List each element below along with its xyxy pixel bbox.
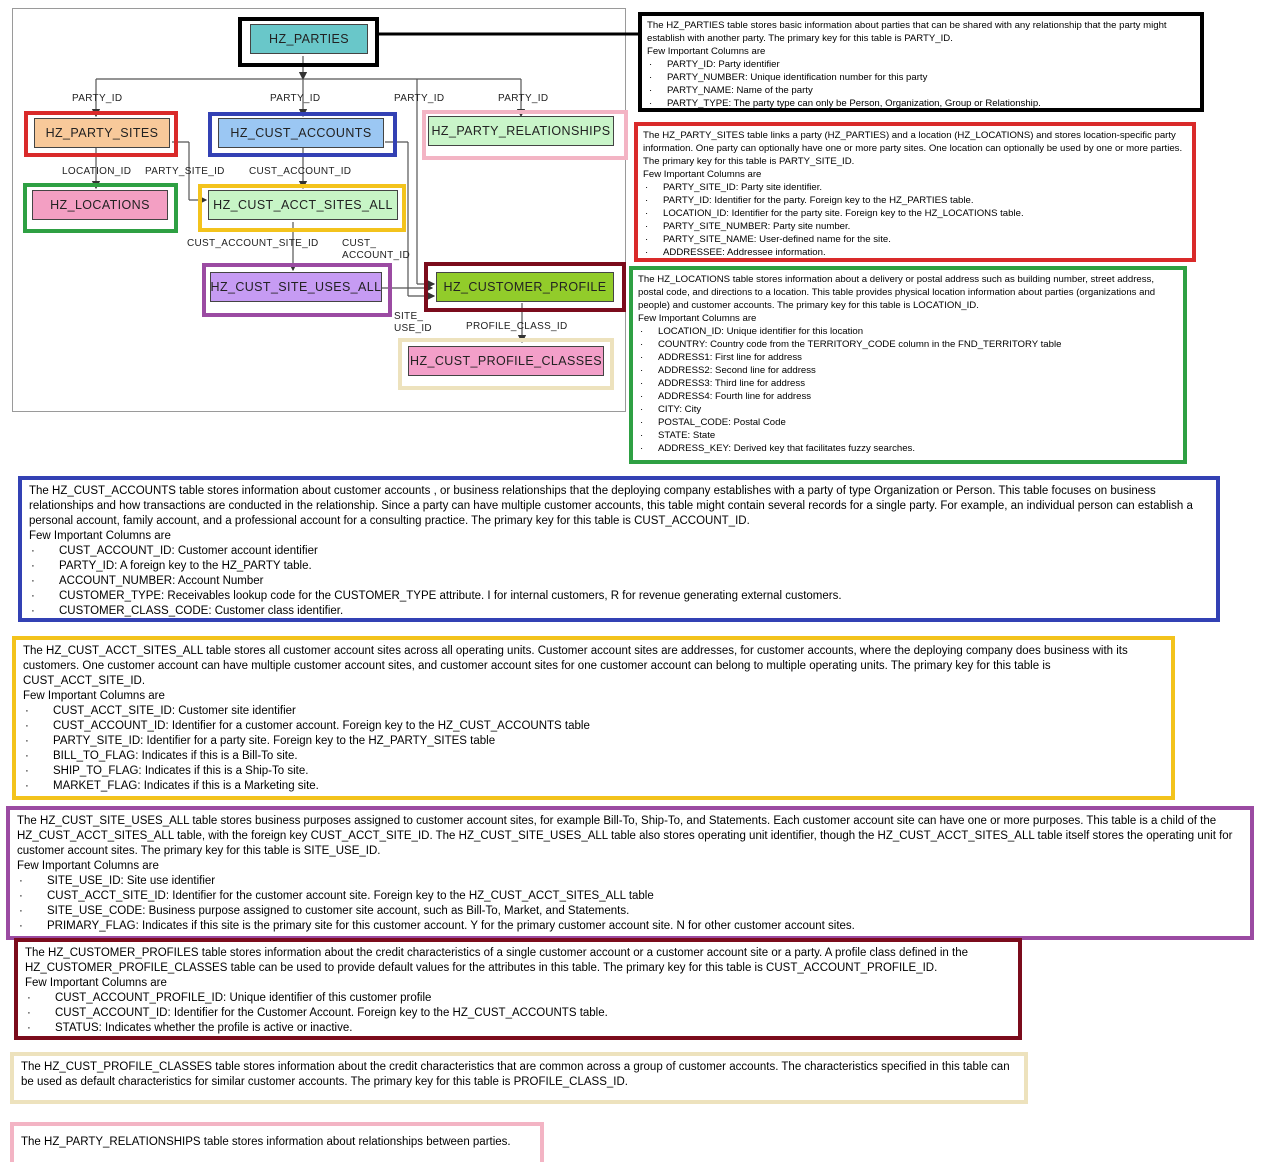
label-party-id: PARTY_ID	[394, 93, 445, 104]
column-item: · ADDRESSEE: Addressee information.	[643, 246, 1187, 259]
column-item: · ADDRESS_KEY: Derived key that facilitates fuzzy searches.	[638, 442, 1178, 455]
desc-columns-heading: Few Important Columns are	[25, 977, 167, 989]
column-item: · PARTY_ID: Party identifier	[647, 58, 1195, 71]
highlight-hz-cust-profile-classes	[398, 338, 614, 390]
desc-intro: The HZ_CUST_PROFILE_CLASSES table stores information about the credit characteristics that are common across a group of customer accounts. The characteristics specified in this table can be used as default characteristics for similar customer accounts. The primary key for this table is PROFILE_CLASS_ID.	[21, 1061, 1010, 1088]
column-item: · ADDRESS2: Second line for address	[638, 364, 1178, 377]
column-item: · CUST_ACCOUNT_ID: Customer account identifier	[29, 544, 1209, 559]
desc-hz-customer-profiles	[14, 938, 1022, 1040]
desc-hz-cust-profile-classes	[10, 1052, 1028, 1104]
label-profile-class-id: PROFILE_CLASS_ID	[466, 321, 568, 332]
desc-intro: The HZ_PARTY_RELATIONSHIPS table stores information about relationships between parties.	[21, 1136, 511, 1148]
table-hz-party-sites: HZ_PARTY_SITES	[34, 118, 170, 148]
desc-intro: The HZ_CUST_ACCT_SITES_ALL table stores all customer account sites across all operating units. Customer account sites are addresses, for customer accounts, where the deploying company does business with its customers. One customer account can have multiple customer account sites, and customer account sites for one customer account can belong to multiple operating units. The primary key for this table is CUST_ACCT_SITE_ID.	[23, 645, 1128, 687]
column-item: · CUSTOMER_TYPE: Receivables lookup code for the CUSTOMER_TYPE attribute. I for internal customers, R for revenue generating external customers.	[29, 589, 1209, 604]
label-site-use-id: USE_ID	[394, 323, 432, 334]
column-item: · SHIP_TO_FLAG: Indicates if this is a Ship-To site.	[23, 764, 1164, 779]
column-item: · ACCOUNT_NUMBER: Account Number	[29, 574, 1209, 589]
highlight-hz-parties	[238, 17, 379, 67]
column-item: · ADDRESS4: Fourth line for address	[638, 390, 1178, 403]
table-hz-parties: HZ_PARTIES	[250, 24, 368, 54]
column-item: · BILL_TO_FLAG: Indicates if this is a Bill-To site.	[23, 749, 1164, 764]
highlight-hz-party-sites	[24, 111, 178, 157]
highlight-hz-locations	[23, 183, 178, 233]
label-cust-account-id-2: ACCOUNT_ID	[342, 250, 411, 261]
desc-columns-heading: Few Important Columns are	[29, 530, 171, 542]
column-item: · CUST_ACCOUNT_ID: Identifier for a customer account. Foreign key to the HZ_CUST_ACCOUNTS table	[23, 719, 1164, 734]
label-party-site-id: PARTY_SITE_ID	[145, 166, 225, 177]
column-item: · PARTY_SITE_ID: Identifier for a party site. Foreign key to the HZ_PARTY_SITES table	[23, 734, 1164, 749]
label-cust-account-site-id: CUST_ACCOUNT_SITE_ID	[187, 238, 319, 249]
desc-intro: The HZ_LOCATIONS table stores information about a delivery or postal address such as building number, street address, postal code, and directions to a location. This table provides physical location information about parties (organizations and people) and customer accounts. The primary key for this table is LOCATION_ID.	[638, 274, 1156, 311]
desc-hz-party-sites	[634, 122, 1196, 262]
desc-hz-locations	[629, 266, 1187, 464]
desc-hz-cust-acct-sites-all	[12, 636, 1175, 800]
column-item: · ADDRESS1: First line for address	[638, 351, 1178, 364]
highlight-hz-party-relationships	[422, 110, 628, 160]
column-item: · CITY: City	[638, 403, 1178, 416]
column-item: · PARTY_SITE_NAME: User-defined name for the site.	[643, 233, 1187, 246]
desc-intro: The HZ_PARTY_SITES table links a party (HZ_PARTIES) and a location (HZ_LOCATIONS) and stores location-specific party information. One party can optionally have one or more party sites. One location can optionally be used by one or more parties. The primary key for this table is PARTY_SITE_ID.	[643, 130, 1183, 167]
column-item: · CUST_ACCOUNT_PROFILE_ID: Unique identifier of this customer profile	[25, 991, 1011, 1006]
column-item: · PARTY_TYPE: The party type can only be Person, Organization, Group or Relationship.	[647, 97, 1195, 110]
table-hz-cust-accounts: HZ_CUST_ACCOUNTS	[218, 118, 384, 148]
desc-columns-heading: Few Important Columns are	[643, 169, 762, 180]
table-hz-cust-acct-sites-all: HZ_CUST_ACCT_SITES_ALL	[208, 190, 398, 220]
desc-intro: The HZ_PARTIES table stores basic information about parties that can be shared with any relationship that the party might establish with another party. The primary key for this table is PARTY_ID.	[647, 20, 1167, 44]
desc-hz-party-relationships	[10, 1122, 544, 1162]
desc-columns-heading: Few Important Columns are	[638, 313, 757, 324]
column-item: · PARTY_SITE_NUMBER: Party site number.	[643, 220, 1187, 233]
highlight-hz-customer-profile	[424, 262, 626, 312]
desc-hz-parties	[638, 12, 1204, 112]
table-hz-customer-profile: HZ_CUSTOMER_PROFILE	[436, 272, 614, 302]
column-item: · CUSTOMER_CLASS_CODE: Customer class identifier.	[29, 604, 1209, 619]
column-item: · PARTY_ID: A foreign key to the HZ_PARTY table.	[29, 559, 1209, 574]
column-item: · STATE: State	[638, 429, 1178, 442]
column-item: · MARKET_FLAG: Indicates if this is a Marketing site.	[23, 779, 1164, 794]
desc-hz-cust-site-uses-all	[6, 806, 1254, 940]
table-hz-party-relationships: HZ_PARTY_RELATIONSHIPS	[428, 116, 614, 146]
column-item: · STATUS: Indicates whether the profile is active or inactive.	[25, 1021, 1011, 1036]
column-item: · LOCATION_ID: Unique identifier for this location	[638, 325, 1178, 338]
column-item: · ADDRESS3: Third line for address	[638, 377, 1178, 390]
label-party-id: PARTY_ID	[72, 93, 123, 104]
column-item: · PARTY_NAME: Name of the party	[647, 84, 1195, 97]
column-item: · CUST_ACCT_SITE_ID: Identifier for the customer account site. Foreign key to the HZ_CUST_ACCT_SITES_ALL table	[17, 889, 1243, 904]
desc-columns-heading: Few Important Columns are	[647, 46, 766, 57]
highlight-hz-cust-site-uses-all	[202, 263, 392, 317]
desc-intro: The HZ_CUST_ACCOUNTS table stores information about customer accounts , or business relationships that the deploying company establishes with a party of type Organization or Person. This table focuses on business relationships and how transactions are conducted in the relationship. Since a party can have multiple customer accounts, this table might contain several records for a single party. For example, an individual person can establish a personal account, family account, and a professional account for a consulting practice. The primary key for this table is CUST_ACCOUNT_ID.	[29, 485, 1193, 527]
label-party-id: PARTY_ID	[270, 93, 321, 104]
desc-intro: The HZ_CUSTOMER_PROFILES table stores information about the credit characteristics of a single customer account or a customer account site or a party. A profile class defined in the HZ_CUSTOMER_PROFILE_CLASSES table can be used to provide default values for the attributes in this table. The primary key for this table is CUST_ACCOUNT_PROFILE_ID.	[25, 947, 969, 974]
desc-intro: The HZ_CUST_SITE_USES_ALL table stores business purposes assigned to customer account sites, for example Bill-To, Ship-To, and Statements. Each customer account site can have one or more purposes. This table is a child of the HZ_CUST_ACCT_SITES_ALL table, with the foreign key CUST_ACCT_SITE_ID. The HZ_CUST_SITE_USES_ALL table also stores operating unit identifier, though the HZ_CUST_ACCT_SITES_ALL table itself stores the operating unit for customer account sites. The primary key for this table is SITE_USE_ID.	[17, 815, 1233, 857]
table-hz-locations: HZ_LOCATIONS	[32, 190, 168, 220]
desc-hz-cust-accounts	[18, 476, 1220, 622]
desc-columns-heading: Few Important Columns are	[23, 690, 165, 702]
label-cust-account-id: CUST_ACCOUNT_ID	[249, 166, 352, 177]
column-item: · PARTY_SITE_ID: Party site identifier.	[643, 181, 1187, 194]
table-hz-cust-profile-classes: HZ_CUST_PROFILE_CLASSES	[408, 346, 604, 376]
column-item: · CUST_ACCOUNT_ID: Identifier for the Customer Account. Foreign key to the HZ_CUST_ACCOUNTS table.	[25, 1006, 1011, 1021]
column-item: · LOCATION_ID: Identifier for the party site. Foreign key to the HZ_LOCATIONS table.	[643, 207, 1187, 220]
column-item: · PARTY_ID: Identifier for the party. Foreign key to the HZ_PARTIES table.	[643, 194, 1187, 207]
column-item: · PARTY_NUMBER: Unique identification number for this party	[647, 71, 1195, 84]
column-item: · PRIMARY_FLAG: Indicates if this site is the primary site for this customer account. Y for the primary customer account site. N for other customer account sites.	[17, 919, 1243, 934]
highlight-hz-cust-accounts	[208, 112, 397, 157]
column-item: · CUST_ACCT_SITE_ID: Customer site identifier	[23, 704, 1164, 719]
column-item: · SITE_USE_CODE: Business purpose assigned to customer site account, such as Bill-To, Market, and Statements.	[17, 904, 1243, 919]
desc-columns-heading: Few Important Columns are	[17, 860, 159, 872]
label-location-id: LOCATION_ID	[62, 166, 132, 177]
highlight-hz-cust-acct-sites-all	[198, 184, 406, 232]
label-party-id: PARTY_ID	[498, 93, 549, 104]
column-item: · POSTAL_CODE: Postal Code	[638, 416, 1178, 429]
label-cust-account-id-2: CUST_	[342, 238, 377, 249]
table-hz-cust-site-uses-all: HZ_CUST_SITE_USES_ALL	[210, 272, 382, 302]
column-item: · SITE_USE_ID: Site use identifier	[17, 874, 1243, 889]
column-item: · COUNTRY: Country code from the TERRITORY_CODE column in the FND_TERRITORY table	[638, 338, 1178, 351]
label-site-use-id: SITE_	[394, 311, 424, 322]
